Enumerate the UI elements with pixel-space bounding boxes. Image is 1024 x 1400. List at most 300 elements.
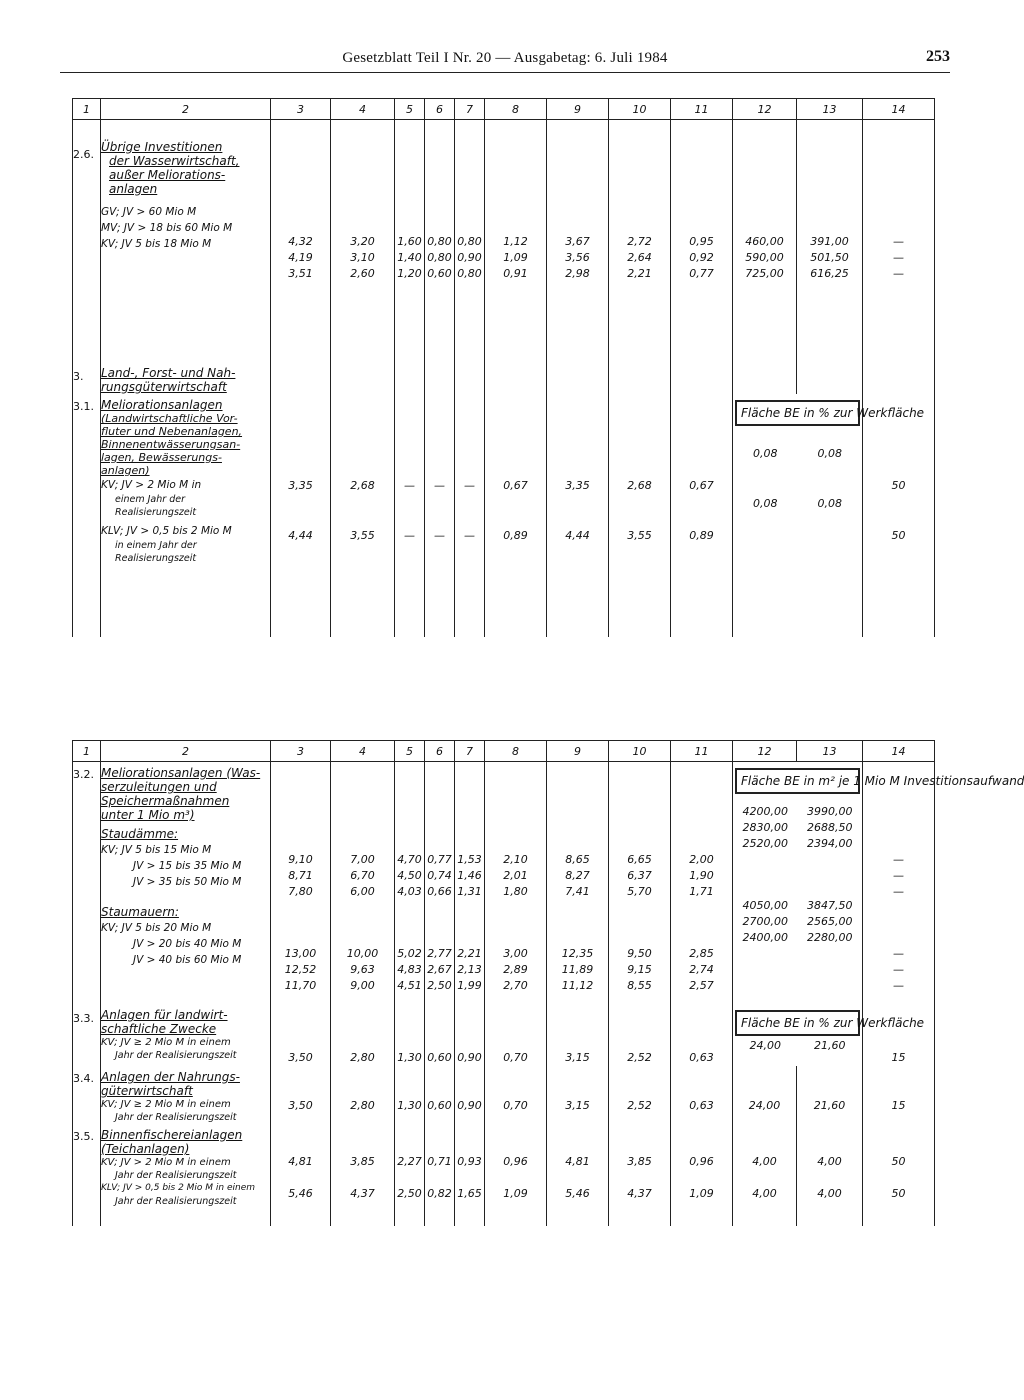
value-col	[425, 762, 455, 1009]
table-cell-value: 6,37	[627, 869, 652, 882]
section-text	[101, 362, 271, 394]
table-cell-value: 1,90	[689, 869, 714, 882]
value-col	[797, 1124, 863, 1226]
table-cell-value: 0,90	[457, 1051, 482, 1064]
value-col	[798, 794, 863, 946]
value-col	[271, 1124, 331, 1226]
value-col	[425, 120, 455, 363]
callout-box: Fläche BE in % zur Werkfläche	[735, 1010, 860, 1036]
table-cell-value: 15	[891, 1099, 906, 1112]
table-cell-value: 0,60	[427, 1099, 452, 1112]
col-head: 14	[863, 99, 935, 120]
table-cell-value: —	[893, 869, 904, 882]
table-cell-value: 3,00	[503, 947, 528, 960]
value-col	[547, 1008, 609, 1066]
value-col	[547, 762, 609, 1009]
table-cell-value: 2,57	[689, 979, 714, 992]
value-col	[609, 120, 671, 363]
value-col	[485, 1066, 547, 1124]
section-title-line: anlagen)	[101, 464, 150, 477]
value-col	[485, 1008, 547, 1066]
table-cell-value: 12,35	[561, 947, 594, 960]
table-cell-value: 1,60	[397, 235, 422, 248]
value-col	[733, 120, 797, 363]
table-cell-value: 0,77	[689, 267, 714, 280]
table-cell-value: 3990,00	[807, 805, 853, 818]
value-col	[485, 394, 547, 637]
table-cell-value: 4,70	[397, 853, 422, 866]
table-cell-value: 8,55	[627, 979, 652, 992]
table-cell-value: 4,00	[817, 1187, 842, 1200]
col-head: 1	[73, 99, 101, 120]
section-title-line: (Teichanlagen)	[101, 1142, 190, 1156]
section-3-3	[73, 1008, 935, 1066]
value-col	[485, 120, 547, 363]
section-title-line: anlagen	[109, 182, 158, 196]
table-cell-value: 0,90	[457, 251, 482, 264]
table-cell-value: 0,92	[689, 251, 714, 264]
table-cell-value: —	[893, 251, 904, 264]
table-cell-value: 2,27	[397, 1155, 422, 1168]
table-cell-value: 0,71	[427, 1155, 452, 1168]
value-col	[331, 1124, 395, 1226]
table-cell-value: 1,30	[397, 1099, 422, 1112]
table-cell-value: 50	[891, 529, 906, 542]
section-text	[101, 1066, 271, 1124]
table-cell-value: 1,99	[457, 979, 482, 992]
table-cell-value: 0,80	[427, 235, 452, 248]
table-cell-value: 2,50	[397, 1187, 422, 1200]
section-title-line: Anlagen der Nahrungs-	[101, 1070, 240, 1084]
value-col	[797, 120, 863, 363]
callout-box: Fläche BE in m² je 1 Mio M Investitionsaufwand	[735, 768, 860, 794]
section-number: 3.	[73, 362, 101, 394]
value-col	[455, 1066, 485, 1124]
value-col	[733, 794, 798, 946]
table-cell-value: 0,08	[817, 497, 842, 510]
table-cell-value: 1,09	[689, 1187, 714, 1200]
col-head: 5	[395, 99, 425, 120]
table-cell-value: 11,12	[561, 979, 594, 992]
section-number: 3.1.	[73, 394, 101, 637]
table-cell-value: —	[893, 885, 904, 898]
table-cell-value: 2,68	[350, 479, 375, 492]
table-cell-value: 1,46	[457, 869, 482, 882]
table-cell-value: 4,00	[752, 1155, 777, 1168]
col-head: 14	[863, 741, 935, 762]
table-cell-value: 2,52	[627, 1051, 652, 1064]
table-cell-value: 2,89	[503, 963, 528, 976]
value-col	[671, 120, 733, 363]
table-cell-value: 11,89	[561, 963, 594, 976]
table-cell-value: 2,21	[457, 947, 482, 960]
table-cell-value: —	[893, 979, 904, 992]
col-head: 13	[797, 741, 863, 762]
page-number: 253	[926, 48, 950, 65]
table-cell-value: 4,19	[288, 251, 313, 264]
section-number: 3.5.	[73, 1124, 101, 1226]
table-cell-value: 50	[891, 479, 906, 492]
table-cell-value: 50	[891, 1155, 906, 1168]
section-title-line: rungsgüterwirtschaft	[101, 380, 227, 394]
value-col	[395, 120, 425, 363]
table-cell-value: 3,55	[350, 529, 375, 542]
table-cell-value: 2,80	[350, 1051, 375, 1064]
section-title-line: der Wasserwirtschaft,	[109, 154, 240, 168]
table-cell-value: 5,70	[627, 885, 652, 898]
col-head: 9	[547, 99, 609, 120]
table-cell-value: 0,89	[689, 529, 714, 542]
table-cell-value: 21,60	[813, 1099, 846, 1112]
value-col	[331, 120, 395, 363]
table-cell-value: 6,00	[350, 885, 375, 898]
criteria-line: KV; JV > 2 Mio M in	[101, 479, 202, 491]
table-cell-value: 2,98	[565, 267, 590, 280]
page-header	[60, 44, 950, 73]
table-cell-value: 4,81	[288, 1155, 313, 1168]
value-col	[609, 1124, 671, 1226]
table-cell-value: 4,50	[397, 869, 422, 882]
table-cell-value: 0,63	[689, 1051, 714, 1064]
section-text	[101, 120, 271, 363]
table-cell-value: 0,96	[503, 1155, 528, 1168]
criteria-note: einem Jahr der	[115, 494, 185, 505]
criteria-line: JV > 20 bis 40 Mio M	[133, 938, 242, 950]
value-col	[547, 120, 609, 363]
callout-box: Fläche BE in % zur Werkfläche	[735, 400, 860, 426]
table-cell-value: 13,00	[284, 947, 317, 960]
table-cell-value: 0,70	[503, 1099, 528, 1112]
table-cell-value: 8,27	[565, 869, 590, 882]
table-cell-value: 4,37	[627, 1187, 652, 1200]
table-cell-value: 2280,00	[807, 931, 853, 944]
col-head: 10	[609, 741, 671, 762]
col-head: 4	[331, 99, 395, 120]
table-cell-value: 1,31	[457, 885, 482, 898]
table-cell-value: 1,12	[503, 235, 528, 248]
section-text	[101, 394, 271, 637]
table-cell-value: 2830,00	[742, 821, 788, 834]
section-title-line: Speichermaßnahmen	[101, 794, 230, 808]
section-title-line: außer Meliorations-	[109, 168, 226, 182]
section-text	[101, 762, 271, 1009]
section-title-line: serzuleitungen und	[101, 780, 217, 794]
column-header-row	[73, 99, 935, 120]
criteria-line: KV; JV 5 bis 15 Mio M	[101, 844, 212, 856]
table-cell-value: 391,00	[810, 235, 849, 248]
table-cell-value: 9,15	[627, 963, 652, 976]
value-col	[733, 426, 798, 512]
criteria-note: Jahr der Realisierungszeit	[115, 1196, 237, 1207]
table-cell-value: 3,67	[565, 235, 590, 248]
table-cell-value: 4200,00	[742, 805, 788, 818]
value-col	[271, 1008, 331, 1066]
table-cell-value: 3,15	[565, 1051, 590, 1064]
value-col	[455, 394, 485, 637]
section-title-line: lagen, Bewässerungs-	[101, 451, 222, 464]
criteria-line: JV > 15 bis 35 Mio M	[133, 860, 242, 872]
value-col	[485, 762, 547, 1009]
col-head: 2	[101, 99, 271, 120]
value-col	[425, 1124, 455, 1226]
section-title-line: güterwirtschaft	[101, 1084, 193, 1098]
table-cell-value: 0,70	[503, 1051, 528, 1064]
table-cell-value: 590,00	[745, 251, 784, 264]
table-cell-value: 50	[891, 1187, 906, 1200]
value-col	[395, 394, 425, 637]
table-cell-value: 0,93	[457, 1155, 482, 1168]
section-3	[73, 362, 935, 394]
value-col	[863, 1066, 935, 1124]
table-cell-value: 3,50	[288, 1051, 313, 1064]
value-col	[271, 120, 331, 363]
value-col	[331, 1008, 395, 1066]
table-cell-value: 4,37	[350, 1187, 375, 1200]
table-cell-value: 6,70	[350, 869, 375, 882]
table-cell-value: —	[464, 479, 475, 492]
table-cell-value: 7,41	[565, 885, 590, 898]
value-col	[395, 1124, 425, 1226]
criteria-line: GV; JV > 60 Mio M	[101, 206, 197, 218]
col-head: 7	[455, 741, 485, 762]
table-cell-value: —	[404, 479, 415, 492]
table-cell-value: —	[434, 529, 445, 542]
table-cell-value: 616,25	[810, 267, 849, 280]
table-cell-value: 0,08	[753, 497, 778, 510]
value-col	[547, 1066, 609, 1124]
table-cell-value: 2565,00	[807, 915, 853, 928]
table-cell-value: 24,00	[748, 1099, 781, 1112]
section-text	[101, 1124, 271, 1226]
table-cell-value: 0,63	[689, 1099, 714, 1112]
col-head: 6	[425, 99, 455, 120]
table-cell-value: 4,00	[817, 1155, 842, 1168]
value-col	[271, 1066, 331, 1124]
col-head: 3	[271, 99, 331, 120]
table-cell-value: 1,09	[503, 1187, 528, 1200]
value-col	[547, 394, 609, 637]
table-cell-value: 1,09	[503, 251, 528, 264]
col-head: 11	[671, 741, 733, 762]
table-cell-value: 4,81	[565, 1155, 590, 1168]
table-cell-value: 0,90	[457, 1099, 482, 1112]
table-cell-value: 8,71	[288, 869, 313, 882]
criteria-note: Realisierungszeit	[115, 553, 197, 564]
subheading: Staudämme:	[101, 827, 179, 841]
value-col	[331, 762, 395, 1009]
section-title-line: Übrige Investitionen	[101, 140, 223, 154]
criteria-note: Jahr der Realisierungszeit	[115, 1050, 237, 1061]
table-cell-value: —	[464, 529, 475, 542]
table-cell-value: 0,80	[457, 267, 482, 280]
value-col	[671, 394, 733, 637]
table-cell-value: 5,02	[397, 947, 422, 960]
value-col	[395, 762, 425, 1009]
section-title-line: (Landwirtschaftliche Vor-	[101, 412, 238, 425]
table-cell-value: 2,68	[627, 479, 652, 492]
table-cell-value: 9,63	[350, 963, 375, 976]
table-cell-value: 0,80	[457, 235, 482, 248]
col-head: 12	[733, 741, 797, 762]
section-title-line: unter 1 Mio m³)	[101, 808, 195, 822]
section-title-line: Meliorationsanlagen	[101, 398, 223, 412]
table-cell-value: 3,55	[627, 529, 652, 542]
table-cell-value: 0,96	[689, 1155, 714, 1168]
table-cell-value: 10,00	[346, 947, 379, 960]
subheading: Staumauern:	[101, 905, 179, 919]
table-cell-value: 0,67	[503, 479, 528, 492]
section-title-line: Meliorationsanlagen (Was-	[101, 766, 261, 780]
criteria-line: KV; JV > 2 Mio M in einem	[101, 1157, 231, 1168]
section-3-1	[73, 394, 935, 637]
criteria-line: KLV; JV > 0,5 bis 2 Mio M	[101, 525, 232, 537]
col-head: 12	[733, 99, 797, 120]
value-col	[455, 762, 485, 1009]
section-2-6	[73, 120, 935, 363]
value-col	[485, 1124, 547, 1226]
value-col	[455, 1008, 485, 1066]
table-cell-value: 4,32	[288, 235, 313, 248]
table-cell-value: 725,00	[745, 267, 784, 280]
value-col	[455, 1124, 485, 1226]
section-text	[101, 1008, 271, 1066]
section-number: 3.2.	[73, 762, 101, 1009]
value-col	[609, 762, 671, 1009]
table-cell-value: 7,80	[288, 885, 313, 898]
value-col	[331, 394, 395, 637]
table-cell-value: 0,60	[427, 267, 452, 280]
table-cell-value: 2,70	[503, 979, 528, 992]
value-col	[797, 1066, 863, 1124]
table-cell-value: 2,64	[627, 251, 652, 264]
col-head: 5	[395, 741, 425, 762]
table-cell-value: 4,51	[397, 979, 422, 992]
value-col	[671, 762, 733, 1009]
table-cell-value: 2,10	[503, 853, 528, 866]
table-cell-value: 2,21	[627, 267, 652, 280]
table-cell-value: 0,08	[753, 447, 778, 460]
table-cell-value: 1,40	[397, 251, 422, 264]
col-head: 3	[271, 741, 331, 762]
table-cell-value: 2,00	[689, 853, 714, 866]
table-cell-value: 0,82	[427, 1187, 452, 1200]
table-cell-value: 2,13	[457, 963, 482, 976]
table-cell-value: 2400,00	[742, 931, 788, 944]
section-number: 3.4.	[73, 1066, 101, 1124]
table-cell-value: 3,15	[565, 1099, 590, 1112]
col-head: 4	[331, 741, 395, 762]
value-col	[425, 1008, 455, 1066]
table-cell-value: 21,60	[814, 1039, 846, 1052]
value-col	[863, 1124, 935, 1226]
table-cell-value: 2,85	[689, 947, 714, 960]
table-cell-value: 3,35	[565, 479, 590, 492]
value-col	[395, 1066, 425, 1124]
criteria-line: KV; JV 5 bis 18 Mio M	[101, 238, 212, 250]
table-cell-value: 0,89	[503, 529, 528, 542]
table-cell-value: 3,56	[565, 251, 590, 264]
criteria-line: KV; JV 5 bis 20 Mio M	[101, 922, 212, 934]
table-cell-value: 0,95	[689, 235, 714, 248]
table-cell-value: 2,72	[627, 235, 652, 248]
section-3-5	[73, 1124, 935, 1226]
table-cell-value: 2,80	[350, 1099, 375, 1112]
table-cell-value: 4,44	[288, 529, 313, 542]
criteria-note: in einem Jahr der	[115, 540, 197, 551]
col-head: 9	[547, 741, 609, 762]
table-cell-value: 1,71	[689, 885, 714, 898]
table-cell-value: 12,52	[284, 963, 317, 976]
table-cell-value: 24,00	[749, 1039, 781, 1052]
section-title-line: Binnenentwässerungsan-	[101, 438, 241, 451]
table-cell-value: 2394,00	[807, 837, 853, 850]
criteria-note: Jahr der Realisierungszeit	[115, 1170, 237, 1181]
value-col	[671, 1066, 733, 1124]
table-cell-value: 1,30	[397, 1051, 422, 1064]
table-cell-value: 0,91	[503, 267, 528, 280]
value-col	[547, 1124, 609, 1226]
table-cell-value: 3847,50	[807, 899, 853, 912]
table-cell-value: —	[893, 853, 904, 866]
value-col	[425, 394, 455, 637]
table-cell-value: 2,52	[627, 1099, 652, 1112]
table-cell-value: 3,50	[288, 1099, 313, 1112]
table-cell-value: 501,50	[810, 251, 849, 264]
table-cell-value: 5,46	[288, 1187, 313, 1200]
value-col	[798, 1036, 863, 1054]
table-cell-value: 2,67	[427, 963, 452, 976]
col-head: 8	[485, 741, 547, 762]
table-cell-value: 460,00	[745, 235, 784, 248]
table-cell-value: 1,80	[503, 885, 528, 898]
table-cell-value: 4,44	[565, 529, 590, 542]
table-cell-value: 0,77	[427, 853, 452, 866]
table-cell-value: 3,10	[350, 251, 375, 264]
table-cell-value: 4,83	[397, 963, 422, 976]
table-cell-value: —	[893, 267, 904, 280]
value-col	[733, 1036, 798, 1054]
table-cell-value: 9,00	[350, 979, 375, 992]
value-col	[395, 1008, 425, 1066]
value-col	[863, 762, 935, 1009]
criteria-line: MV; JV > 18 bis 60 Mio M	[101, 222, 233, 234]
criteria-line: KLV; JV > 0,5 bis 2 Mio M in einem	[101, 1183, 256, 1193]
table-cell-value: 9,10	[288, 853, 313, 866]
value-col	[271, 762, 331, 1009]
section-3-4	[73, 1066, 935, 1124]
table-cell-value: —	[893, 947, 904, 960]
table-cell-value: 2688,50	[807, 821, 853, 834]
col-head: 11	[671, 99, 733, 120]
table-cell-value: 0,08	[817, 447, 842, 460]
col-head: 10	[609, 99, 671, 120]
value-col	[863, 120, 935, 363]
table-cell-value: 3,35	[288, 479, 313, 492]
section-title-line: schaftliche Zwecke	[101, 1022, 217, 1036]
callout-cell	[733, 762, 1024, 1009]
table-cell-value: 1,53	[457, 853, 482, 866]
section-number: 3.3.	[73, 1008, 101, 1066]
table-cell-value: 0,80	[427, 251, 452, 264]
section-title-line: fluter und Nebenanlagen,	[101, 425, 243, 438]
section-title-line: Land-, Forst- und Nah-	[101, 366, 236, 380]
table-cell-value: —	[404, 529, 415, 542]
table-lower	[72, 740, 1024, 1226]
section-title-line: Binnenfischereianlagen	[101, 1128, 243, 1142]
table-cell-value: 6,65	[627, 853, 652, 866]
value-col	[671, 1124, 733, 1226]
value-col	[609, 1066, 671, 1124]
